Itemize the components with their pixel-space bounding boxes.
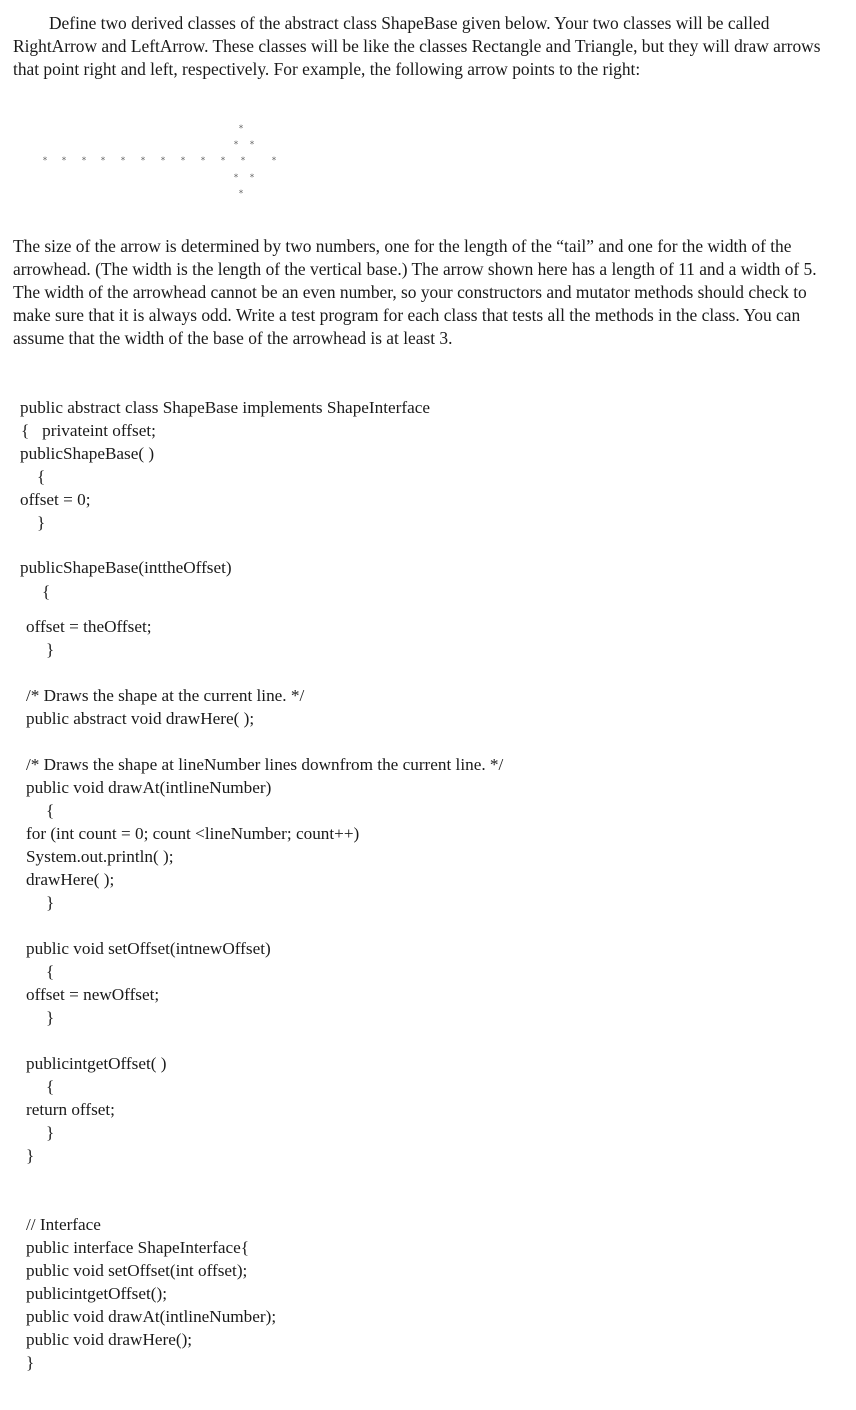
arrow-star: * (200, 156, 206, 166)
code-line: publicShapeBase( ) (20, 444, 155, 463)
code-line: for (int count = 0; count <lineNumber; count++) (26, 824, 360, 843)
arrow-star: * (100, 156, 106, 166)
arrow-star: * (220, 156, 226, 166)
code-line: } (26, 1353, 35, 1372)
arrow-star: * (180, 156, 186, 166)
code-line: { (42, 582, 51, 601)
code-line: } (46, 893, 55, 912)
code-line: drawHere( ); (26, 870, 115, 889)
code-line: System.out.println( ); (26, 847, 174, 866)
arrow-star: * (240, 156, 246, 166)
code-line: public void drawAt(intlineNumber); (26, 1307, 277, 1326)
code-line: } (37, 513, 46, 532)
description-paragraph: The size of the arrow is determined by two numbers, one for the length of the “tail” and one for the width of the arrowhead. (The width is the length of the vertical base.) The arrow shown here has a length of 11 and a width of 5. The width of the arrowhead cannot be an even number, so your constructors and mutator methods should check to make sure that it is always odd. Write a test program for each class that tests all the methods in the class. You can assume that the width of the base of the arrowhead is at least 3. (13, 236, 817, 348)
code-line: } (46, 1008, 55, 1027)
arrow-star: * (120, 156, 126, 166)
code-line: } (46, 1123, 55, 1142)
code-line: public void drawHere(); (26, 1330, 193, 1349)
code-line: { (37, 467, 46, 486)
intro-paragraph: Define two derived classes of the abstract class ShapeBase given below. Your two classes will be called RightArrow and LeftArrow. These classes will be like the classes Rectangle and Triangle, but they will draw arrows that point right and left, respectively. For example, the following arrow points to the right: (13, 13, 821, 79)
arrow-star: * (271, 156, 277, 166)
arrow-star: * (238, 189, 244, 199)
code-line: public interface ShapeInterface{ (26, 1238, 249, 1257)
code-line: publicintgetOffset(); (26, 1284, 167, 1303)
arrow-star: * (42, 156, 48, 166)
arrow-star: * (81, 156, 87, 166)
code-line: public void setOffset(intnewOffset) (26, 939, 271, 958)
code-line: offset = newOffset; (26, 985, 160, 1004)
arrow-star: * (238, 124, 244, 134)
code-line: offset = 0; (20, 490, 91, 509)
arrow-star: * (233, 173, 239, 183)
arrow-star: * (249, 173, 255, 183)
arrow-star: * (160, 156, 166, 166)
code-line: publicShapeBase(inttheOffset) (20, 558, 232, 577)
code-line: return offset; (26, 1100, 115, 1119)
code-line: } (46, 640, 55, 659)
code-line: { (46, 801, 55, 820)
code-line: publicintgetOffset( ) (26, 1054, 167, 1073)
arrow-star: * (233, 140, 239, 150)
arrow-star: * (61, 156, 67, 166)
arrow-star: * (249, 140, 255, 150)
code-line: public void setOffset(int offset); (26, 1261, 248, 1280)
code-line: public abstract void drawHere( ); (26, 709, 255, 728)
arrow-star: * (140, 156, 146, 166)
code-line: { (46, 962, 55, 981)
code-line: // Interface (26, 1215, 101, 1234)
code-line: } (26, 1146, 35, 1165)
code-line: { (46, 1077, 55, 1096)
code-line: offset = theOffset; (26, 617, 152, 636)
code-line: public void drawAt(intlineNumber) (26, 778, 272, 797)
code-line: public abstract class ShapeBase implements ShapeInterface (20, 398, 430, 417)
code-line: /* Draws the shape at lineNumber lines downfrom the current line. */ (26, 755, 504, 774)
code-line: { privateint offset; (21, 421, 156, 440)
code-line: /* Draws the shape at the current line. */ (26, 686, 305, 705)
